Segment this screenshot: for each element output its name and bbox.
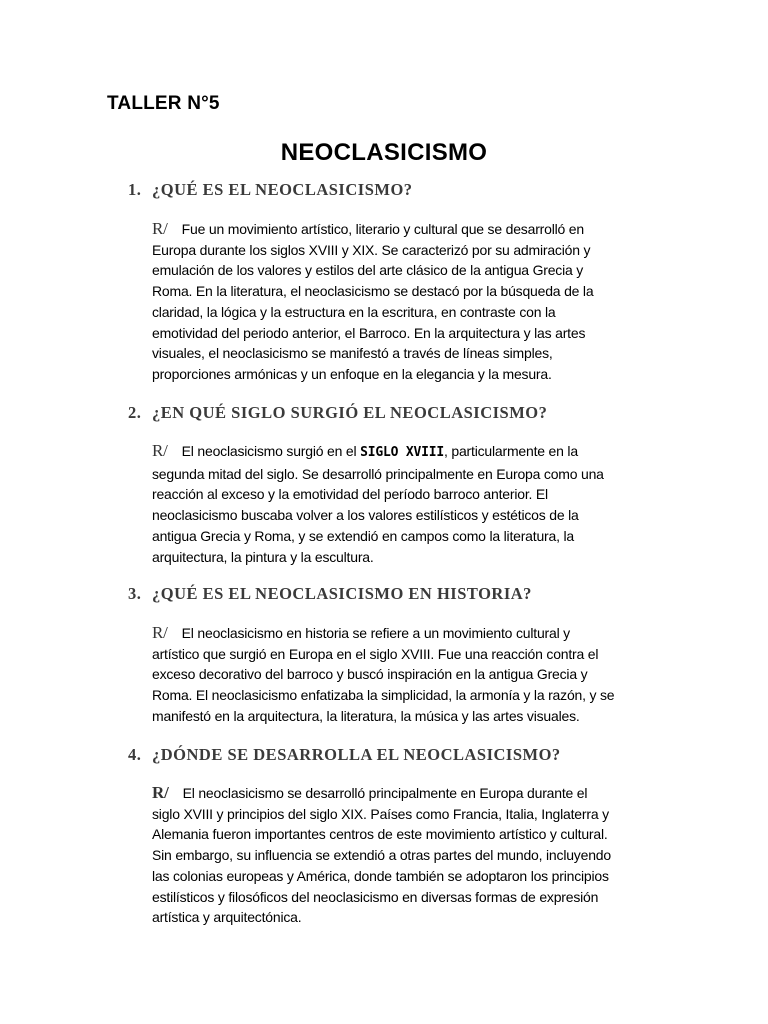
answer-line: emotividad del periodo anterior, el Barroco. En la arquitectura y las artes (152, 324, 586, 341)
answer-line: arquitectura, la pintura y la escultura. (152, 548, 374, 565)
answer-line: estilísticos y filosóficos del neoclasicismo en diversas formas de expresión (152, 888, 599, 905)
question-text: ¿EN QUÉ SIGLO SURGIÓ EL NEOCLASICISMO? (152, 403, 548, 422)
answer-line: emulación de los valores y estilos del arte clásico de la antigua Grecia y (152, 262, 584, 279)
answer-line: segunda mitad del siglo. Se desarrolló principalmente en Europa como una (152, 465, 604, 482)
question-4 (128, 745, 688, 765)
page-title: NEOCLASICISMO (280, 139, 488, 166)
answer-line: reacción al exceso y la emotividad del período barroco anterior. El (152, 486, 548, 503)
highlighted-term: SIGLO XVIII (360, 445, 444, 460)
question-3 (128, 584, 688, 604)
answer-line: Roma. El neoclasicismo enfatizaba la simplicidad, la armonía y la razón, y se (152, 687, 615, 704)
question-number: 3. (128, 584, 142, 603)
answer-2 (152, 441, 672, 567)
question-number: 2. (128, 403, 142, 422)
answer-line: R/ El neoclasicismo en historia se refiere a un movimiento cultural y (152, 623, 570, 642)
answer-line: visuales, el neoclasicismo se manifestó a través de líneas simples, (152, 345, 553, 362)
answer-1 (152, 219, 672, 385)
answer-line: las colonias europeas y América, donde también se adoptaron los principios (152, 867, 609, 884)
question-number: 1. (128, 180, 142, 199)
worksheet-label: TALLER N°5 (107, 93, 220, 114)
answer-line: exceso decorativo del barroco y buscó inspiración en la antigua Grecia y (152, 666, 588, 683)
answer-mark: R/ (152, 441, 168, 460)
answer-line: artística y arquitectónica. (152, 909, 302, 926)
question-text: ¿QUÉ ES EL NEOCLASICISMO EN HISTORIA? (152, 584, 532, 603)
answer-line: artístico que surgió en Europa en el siglo XVIII. Fue una reacción contra el (152, 645, 599, 662)
answer-line: siglo XVIII y principios del siglo XIX. Países como Francia, Italia, Inglaterra y (152, 805, 609, 822)
answer-3 (152, 623, 672, 727)
question-2 (128, 403, 688, 423)
answer-line: neoclasicismo buscaba volver a los valores estilísticos y estéticos de la (152, 507, 579, 524)
answer-line: Roma. En la literatura, el neoclasicismo se destacó por la búsqueda de la (152, 283, 594, 300)
question-number: 4. (128, 745, 142, 764)
answer-line: Alemania fueron importantes centros de este movimiento artístico y cultural. (152, 826, 608, 843)
question-1 (128, 180, 688, 200)
answer-mark: R/ (152, 623, 168, 642)
answer-line: proporciones armónicas y un enfoque en la elegancia y la mesura. (152, 365, 552, 382)
answer-line: Europa durante los siglos XVIII y XIX. Se caracterizó por su admiración y (152, 241, 591, 258)
answer-mark: R/ (152, 783, 169, 802)
question-text: ¿QUÉ ES EL NEOCLASICISMO? (152, 180, 413, 199)
answer-line: R/ El neoclasicismo se desarrolló principalmente en Europa durante el (152, 783, 588, 802)
answer-line: R/ Fue un movimiento artístico, literario y cultural que se desarrolló en (152, 219, 584, 238)
answer-line: claridad, la lógica y la estructura en la escritura, en contraste con la (152, 303, 556, 320)
answer-line: antigua Grecia y Roma, y se extendió en campos como la literatura, la (152, 527, 574, 544)
answer-line: manifestó en la arquitectura, la literatura, la música y las artes visuales. (152, 707, 580, 724)
answer-mark: R/ (152, 219, 168, 238)
answer-line: R/ El neoclasicismo surgió en el SIGLO XVIII, particularmente en la (152, 441, 578, 460)
answer-line: Sin embargo, su influencia se extendió a otras partes del mundo, incluyendo (152, 847, 611, 864)
question-text: ¿DÓNDE SE DESARROLLA EL NEOCLASICISMO? (152, 745, 561, 764)
answer-4 (152, 783, 672, 928)
